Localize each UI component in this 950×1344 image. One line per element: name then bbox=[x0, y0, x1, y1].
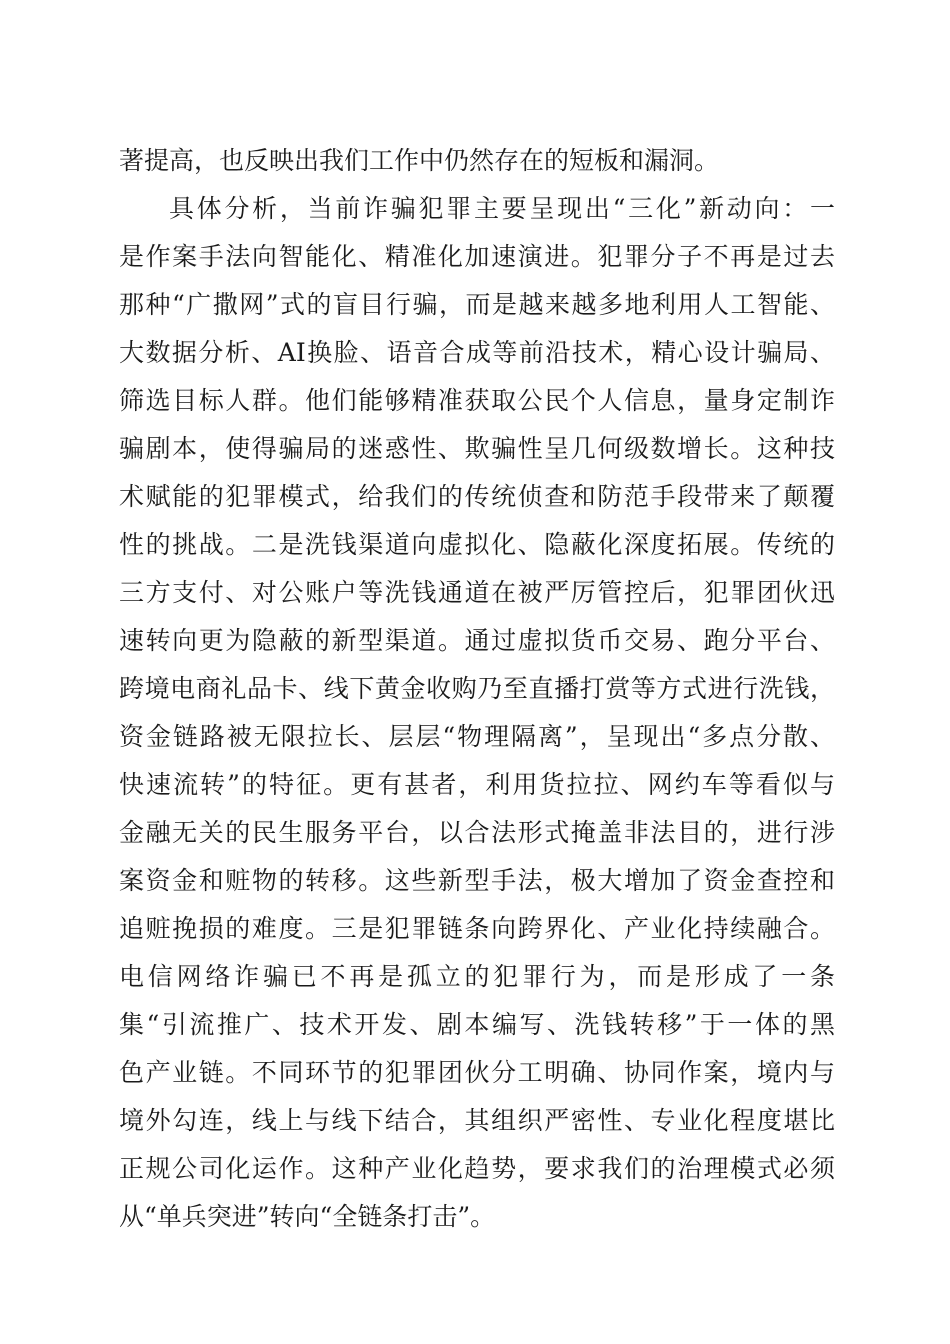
text-line: 骗剧本，使得骗局的迷惑性、欺骗性呈几何级数增长。这种技 bbox=[119, 434, 835, 463]
body-text bbox=[119, 137, 835, 1241]
text-line: 快速流转”的特征。更有甚者，利用货拉拉、网约车等看似与 bbox=[119, 770, 835, 799]
text-line: 正规公司化运作。这种产业化趋势，要求我们的治理模式必须 bbox=[119, 1154, 835, 1183]
text-line: 跨境电商礼品卡、线下黄金收购乃至直播打赏等方式进行洗钱， bbox=[119, 674, 835, 703]
text-line: 金融无关的民生服务平台，以合法形式掩盖非法目的，进行涉 bbox=[119, 818, 835, 847]
text-line: 大数据分析、AI换脸、语音合成等前沿技术，精心设计骗局、 bbox=[119, 338, 835, 367]
text-line: 那种“广撒网”式的盲目行骗，而是越来越多地利用人工智能、 bbox=[119, 290, 835, 319]
text-line: 从“单兵突进”转向“全链条打击”。 bbox=[119, 1202, 496, 1231]
text-line: 追赃挽损的难度。三是犯罪链条向跨界化、产业化持续融合。 bbox=[119, 914, 835, 943]
text-line: 著提高，也反映出我们工作中仍然存在的短板和漏洞。 bbox=[119, 146, 720, 175]
paragraph bbox=[119, 137, 835, 185]
text-line: 速转向更为隐蔽的新型渠道。通过虚拟货币交易、跑分平台、 bbox=[119, 626, 835, 655]
text-line: 境外勾连，线上与线下结合，其组织严密性、专业化程度堪比 bbox=[119, 1106, 835, 1135]
text-line: 具体分析，当前诈骗犯罪主要呈现出“三化”新动向：一 bbox=[169, 194, 835, 223]
text-line: 案资金和赃物的转移。这些新型手法，极大增加了资金查控和 bbox=[119, 866, 835, 895]
text-line: 色产业链。不同环节的犯罪团伙分工明确、协同作案，境内与 bbox=[119, 1058, 835, 1087]
text-line: 性的挑战。二是洗钱渠道向虚拟化、隐蔽化深度拓展。传统的 bbox=[119, 530, 835, 559]
text-line: 资金链路被无限拉长、层层“物理隔离”，呈现出“多点分散、 bbox=[119, 722, 835, 751]
text-line: 术赋能的犯罪模式，给我们的传统侦查和防范手段带来了颠覆 bbox=[119, 482, 835, 511]
paragraph bbox=[119, 185, 835, 1241]
text-line: 集“引流推广、技术开发、剧本编写、洗钱转移”于一体的黑 bbox=[119, 1010, 835, 1039]
text-line: 筛选目标人群。他们能够精准获取公民个人信息，量身定制诈 bbox=[119, 386, 835, 415]
text-line: 三方支付、对公账户等洗钱通道在被严厉管控后，犯罪团伙迅 bbox=[119, 578, 835, 607]
text-line: 电信网络诈骗已不再是孤立的犯罪行为，而是形成了一条 bbox=[119, 962, 835, 991]
text-line: 是作案手法向智能化、精准化加速演进。犯罪分子不再是过去 bbox=[119, 242, 835, 271]
